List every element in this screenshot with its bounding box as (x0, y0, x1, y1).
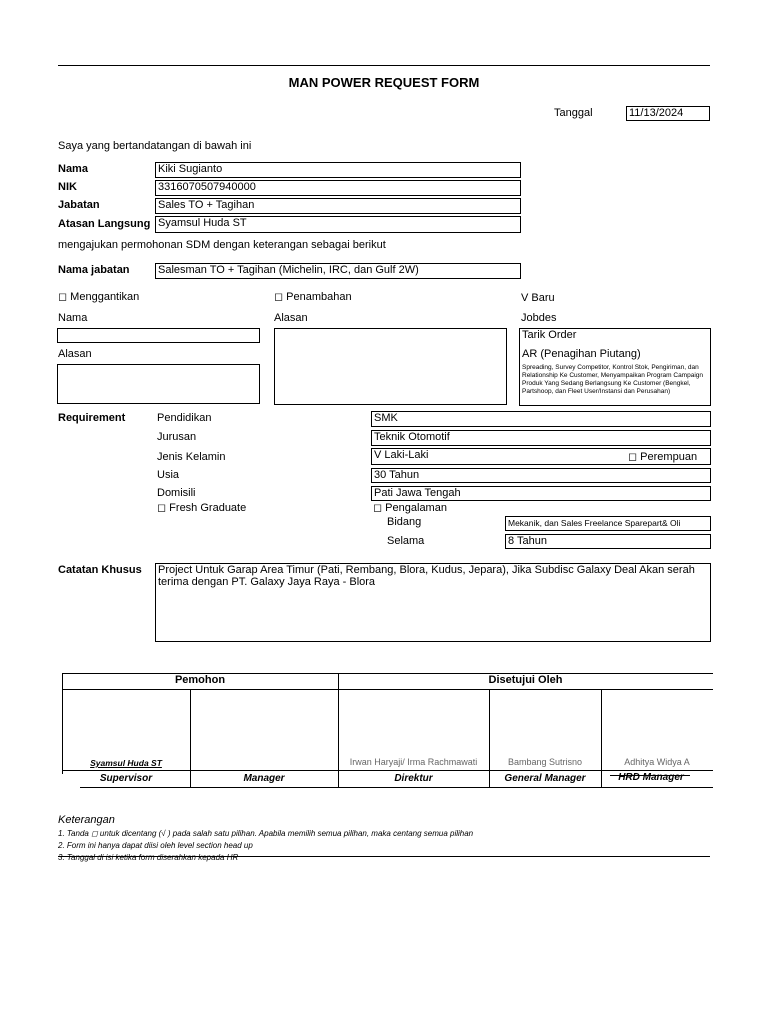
jenis-kelamin-field[interactable] (371, 448, 711, 465)
catatan-field[interactable] (155, 563, 711, 642)
baru-checkbox[interactable]: V Baru (521, 292, 555, 304)
notes-line-3: 3. Tanggal di isi ketika form diserahkan kepada HR (58, 853, 239, 862)
domisili-value: Pati Jawa Tengah (374, 487, 461, 499)
role-direktur: Direktur (394, 773, 433, 784)
signer-name-direktur: Irwan Haryaji/ Irma Rachmawati (349, 757, 478, 767)
jobdes-field[interactable] (519, 328, 711, 406)
perempuan-checkbox[interactable]: ◻ Perempuan (628, 451, 698, 463)
notes-line-1: 1. Tanda ◻ untuk dicentang (√ ) pada salah satu pilihan. Apabila memilih semua pilihan, maka centang semua pilihan (58, 829, 474, 838)
atasan-value: Syamsul Huda ST (158, 217, 247, 229)
form-title: MAN POWER REQUEST FORM (288, 75, 480, 90)
replacement-name-field[interactable] (57, 328, 260, 343)
usia-field[interactable] (371, 468, 711, 483)
replacement-reason-label: Alasan (58, 348, 92, 360)
catatan-value: Project Untuk Garap Area Timur (Pati, Rembang, Blora, Kudus, Jepara), Jika Subdisc Galaxy Deal Akan serah terima dengan PT. Galaxy Jaya Raya - Blora (158, 564, 695, 588)
jobdes-line2: AR (Penagihan Piutang) (522, 348, 641, 360)
jobdes-line1: Tarik Order (522, 329, 577, 341)
requirement-label: Requirement (58, 412, 126, 424)
pendidikan-value: SMK (374, 412, 398, 424)
usia-label: Usia (157, 469, 180, 481)
addition-reason-label: Alasan (274, 312, 308, 324)
nama-jabatan-label: Nama jabatan (58, 264, 130, 276)
jobdes-label: Jobdes (521, 312, 557, 324)
selama-label: Selama (387, 535, 425, 547)
role-supervisor: Supervisor (99, 773, 153, 784)
bidang-value: Mekanik, dan Sales Freelance Sparepart& Oli (508, 518, 681, 528)
jabatan-label: Jabatan (58, 199, 100, 211)
nama-jabatan-value: Salesman TO + Tagihan (Michelin, IRC, dan Gulf 2W) (158, 264, 419, 276)
intro-text: Saya yang bertandatangan di bawah ini (58, 140, 252, 152)
jabatan-value: Sales TO + Tagihan (158, 199, 255, 211)
signer-name-supervisor: Syamsul Huda ST (90, 758, 162, 768)
pengalaman-checkbox[interactable]: ◻ Pengalaman (373, 502, 447, 514)
date-label: Tanggal (554, 107, 593, 119)
catatan-label: Catatan Khusus (58, 564, 142, 576)
bidang-label: Bidang (387, 516, 422, 528)
jabatan-field[interactable] (155, 198, 521, 214)
selama-value: 8 Tahun (508, 535, 547, 547)
jurusan-label: Jurusan (157, 431, 197, 443)
nik-field[interactable] (155, 180, 521, 196)
jobdes-details: Spreading, Survey Competitor, Kontrol Stok, Pengiriman, dan Relationship Ke Customer, Menyampaikan Program Campaign Produk Yang Sedang Berlangsung Ke Customer (Bengkel, Partshoop, dan Fleet User/Instansi dan Perusahan) (522, 364, 704, 395)
role-manager: Manager (243, 773, 285, 784)
role-general-manager: General Manager (504, 773, 586, 784)
request-text: mengajukan permohonan SDM dengan keterangan sebagai berikut (58, 239, 386, 251)
atasan-label: Atasan Langsung (58, 218, 151, 230)
date-field[interactable] (626, 106, 710, 121)
menggantikan-checkbox[interactable]: ◻ Menggantikan (58, 291, 140, 303)
notes-title: Keterangan (58, 814, 115, 826)
bidang-field[interactable] (505, 516, 711, 531)
jenis-kelamin-value: V Laki-Laki (374, 449, 429, 461)
role-hrd-manager: HRD Manager (618, 772, 684, 783)
nama-field[interactable] (155, 162, 521, 178)
top-rule (58, 65, 710, 66)
nama-label: Nama (58, 163, 88, 175)
date-value: 11/13/2024 (629, 107, 684, 119)
notes-line-2: 2. Form ini hanya dapat diisi oleh level section head up (58, 841, 253, 850)
disetujui-header: Disetujui Oleh (488, 674, 563, 686)
replacement-reason-field[interactable] (57, 364, 260, 404)
replacement-name-label: Nama (58, 312, 88, 324)
usia-value: 30 Tahun (374, 469, 420, 481)
atasan-field[interactable] (155, 216, 521, 233)
signer-name-gm: Bambang Sutrisno (507, 757, 583, 767)
jurusan-field[interactable] (371, 430, 711, 446)
bottom-rule (58, 856, 710, 857)
domisili-label: Domisili (157, 487, 196, 499)
fresh-graduate-checkbox[interactable]: ◻ Fresh Graduate (157, 502, 247, 514)
jenis-kelamin-label: Jenis Kelamin (157, 451, 226, 463)
pemohon-header: Pemohon (174, 674, 226, 686)
nama-jabatan-field[interactable] (155, 263, 521, 279)
jurusan-value: Teknik Otomotif (374, 431, 450, 443)
pendidikan-field[interactable] (371, 411, 711, 427)
selama-field[interactable] (505, 534, 711, 549)
pendidikan-label: Pendidikan (157, 412, 212, 424)
addition-reason-field[interactable] (274, 328, 507, 405)
domisili-field[interactable] (371, 486, 711, 501)
nik-value: 3316070507940000 (158, 181, 256, 193)
signer-name-hrd: Adhitya Widya A (624, 757, 690, 767)
nama-value: Kiki Sugianto (158, 163, 223, 175)
nik-label: NIK (58, 181, 77, 193)
penambahan-checkbox[interactable]: ◻ Penambahan (274, 291, 352, 303)
